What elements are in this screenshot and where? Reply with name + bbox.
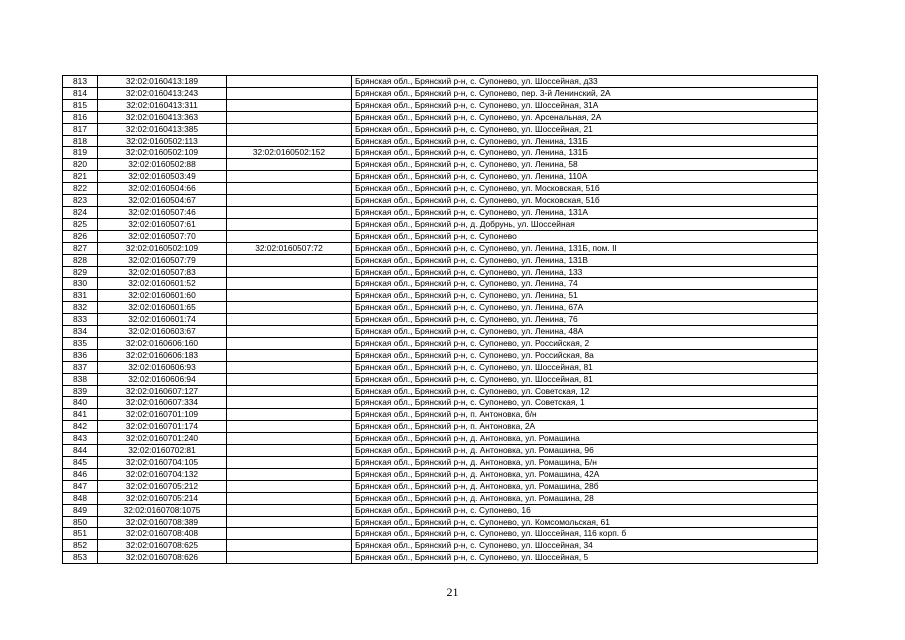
address-cell: Брянская обл., Брянский р-н, с. Супонево, ул. Шоссейная, 34 bbox=[352, 540, 818, 552]
row-number-cell: 815 bbox=[63, 99, 98, 111]
address-cell: Брянская обл., Брянский р-н, с. Супонево, ул. Шоссейная, 81 bbox=[352, 373, 818, 385]
cadastral-number-cell: 32:02:0160601:74 bbox=[98, 314, 227, 326]
table-row bbox=[63, 528, 818, 540]
secondary-cadastral-number-cell bbox=[227, 111, 352, 123]
table-row bbox=[63, 552, 818, 564]
row-number-cell: 816 bbox=[63, 111, 98, 123]
cadastral-number-cell: 32:02:0160606:160 bbox=[98, 337, 227, 349]
address-cell: Брянская обл., Брянский р-н, п. Антоновка, 2А bbox=[352, 421, 818, 433]
cadastral-number-cell: 32:02:0160701:109 bbox=[98, 409, 227, 421]
row-number-cell: 813 bbox=[63, 76, 98, 88]
secondary-cadastral-number-cell bbox=[227, 206, 352, 218]
row-number-cell: 842 bbox=[63, 421, 98, 433]
table-row bbox=[63, 135, 818, 147]
cadastral-table-container bbox=[62, 75, 818, 564]
address-cell: Брянская обл., Брянский р-н, с. Супонево, 16 bbox=[352, 504, 818, 516]
table-row bbox=[63, 230, 818, 242]
table-row bbox=[63, 540, 818, 552]
secondary-cadastral-number-cell bbox=[227, 195, 352, 207]
table-row bbox=[63, 492, 818, 504]
table-row bbox=[63, 302, 818, 314]
secondary-cadastral-number-cell bbox=[227, 349, 352, 361]
secondary-cadastral-number-cell bbox=[227, 504, 352, 516]
cadastral-table bbox=[62, 75, 818, 564]
address-cell: Брянская обл., Брянский р-н, д. Антоновка, ул. Ромашина, 96 bbox=[352, 445, 818, 457]
address-cell: Брянская обл., Брянский р-н, с. Супонево, ул. Шоссейная, 116 корп. б bbox=[352, 528, 818, 540]
secondary-cadastral-number-cell bbox=[227, 218, 352, 230]
cadastral-number-cell: 32:02:0160705:214 bbox=[98, 492, 227, 504]
address-cell: Брянская обл., Брянский р-н, с. Супонево, ул. Ленина, 110А bbox=[352, 171, 818, 183]
table-row bbox=[63, 397, 818, 409]
row-number-cell: 823 bbox=[63, 195, 98, 207]
table-row bbox=[63, 468, 818, 480]
row-number-cell: 832 bbox=[63, 302, 98, 314]
table-row bbox=[63, 409, 818, 421]
cadastral-number-cell: 32:02:0160502:109 bbox=[98, 242, 227, 254]
cadastral-number-cell: 32:02:0160606:183 bbox=[98, 349, 227, 361]
secondary-cadastral-number-cell bbox=[227, 326, 352, 338]
address-cell: Брянская обл., Брянский р-н, с. Супонево, ул. Арсенальная, 2А bbox=[352, 111, 818, 123]
table-row bbox=[63, 76, 818, 88]
cadastral-number-cell: 32:02:0160708:408 bbox=[98, 528, 227, 540]
secondary-cadastral-number-cell: 32:02:0160507:72 bbox=[227, 242, 352, 254]
address-cell: Брянская обл., Брянский р-н, с. Супонево, ул. Ленина, 58 bbox=[352, 159, 818, 171]
address-cell: Брянская обл., Брянский р-н, с. Супонево, ул. Ленина, 133 bbox=[352, 266, 818, 278]
row-number-cell: 848 bbox=[63, 492, 98, 504]
row-number-cell: 846 bbox=[63, 468, 98, 480]
cadastral-number-cell: 32:02:0160708:625 bbox=[98, 540, 227, 552]
cadastral-number-cell: 32:02:0160708:1075 bbox=[98, 504, 227, 516]
cadastral-number-cell: 32:02:0160504:66 bbox=[98, 183, 227, 195]
address-cell: Брянская обл., Брянский р-н, с. Супонево, ул. Ленина, 51 bbox=[352, 290, 818, 302]
address-cell: Брянская обл., Брянский р-н, с. Супонево, ул. Ленина, 131Б, пом. II bbox=[352, 242, 818, 254]
row-number-cell: 833 bbox=[63, 314, 98, 326]
address-cell: Брянская обл., Брянский р-н, с. Супонево, ул. Ленина, 131В bbox=[352, 254, 818, 266]
row-number-cell: 814 bbox=[63, 87, 98, 99]
address-cell: Брянская обл., Брянский р-н, с. Супонево, ул. Шоссейная, 21 bbox=[352, 123, 818, 135]
cadastral-number-cell: 32:02:0160708:626 bbox=[98, 552, 227, 564]
address-cell: Брянская обл., Брянский р-н, с. Супонево, ул. Российская, 8а bbox=[352, 349, 818, 361]
secondary-cadastral-number-cell bbox=[227, 552, 352, 564]
row-number-cell: 847 bbox=[63, 480, 98, 492]
table-row bbox=[63, 87, 818, 99]
row-number-cell: 828 bbox=[63, 254, 98, 266]
row-number-cell: 817 bbox=[63, 123, 98, 135]
table-row bbox=[63, 385, 818, 397]
row-number-cell: 840 bbox=[63, 397, 98, 409]
row-number-cell: 843 bbox=[63, 433, 98, 445]
table-body bbox=[63, 76, 818, 564]
table-row bbox=[63, 99, 818, 111]
address-cell: Брянская обл., Брянский р-н, с. Супонево, ул. Ленина, 48А bbox=[352, 326, 818, 338]
address-cell: Брянская обл., Брянский р-н, с. Супонево, ул. Шоссейная, д33 bbox=[352, 76, 818, 88]
secondary-cadastral-number-cell bbox=[227, 433, 352, 445]
row-number-cell: 835 bbox=[63, 337, 98, 349]
cadastral-number-cell: 32:02:0160502:113 bbox=[98, 135, 227, 147]
address-cell: Брянская обл., Брянский р-н, с. Супонево, ул. Ленина, 131Б bbox=[352, 147, 818, 159]
cadastral-number-cell: 32:02:0160601:60 bbox=[98, 290, 227, 302]
row-number-cell: 837 bbox=[63, 361, 98, 373]
row-number-cell: 821 bbox=[63, 171, 98, 183]
address-cell: Брянская обл., Брянский р-н, с. Супонево, ул. Российская, 2 bbox=[352, 337, 818, 349]
secondary-cadastral-number-cell bbox=[227, 302, 352, 314]
address-cell: Брянская обл., Брянский р-н, с. Супонево, ул. Шоссейная, 5 bbox=[352, 552, 818, 564]
cadastral-number-cell: 32:02:0160708:389 bbox=[98, 516, 227, 528]
table-row bbox=[63, 159, 818, 171]
secondary-cadastral-number-cell bbox=[227, 266, 352, 278]
table-row bbox=[63, 373, 818, 385]
table-row bbox=[63, 278, 818, 290]
page-number: 21 bbox=[446, 585, 459, 599]
cadastral-number-cell: 32:02:0160507:46 bbox=[98, 206, 227, 218]
row-number-cell: 825 bbox=[63, 218, 98, 230]
table-row bbox=[63, 480, 818, 492]
cadastral-number-cell: 32:02:0160606:94 bbox=[98, 373, 227, 385]
table-row bbox=[63, 349, 818, 361]
secondary-cadastral-number-cell bbox=[227, 159, 352, 171]
table-row bbox=[63, 111, 818, 123]
cadastral-number-cell: 32:02:0160413:189 bbox=[98, 76, 227, 88]
table-row bbox=[63, 123, 818, 135]
address-cell: Брянская обл., Брянский р-н, д. Антоновка, ул. Ромашина bbox=[352, 433, 818, 445]
row-number-cell: 819 bbox=[63, 147, 98, 159]
cadastral-number-cell: 32:02:0160413:385 bbox=[98, 123, 227, 135]
row-number-cell: 826 bbox=[63, 230, 98, 242]
secondary-cadastral-number-cell bbox=[227, 123, 352, 135]
cadastral-number-cell: 32:02:0160503:49 bbox=[98, 171, 227, 183]
row-number-cell: 827 bbox=[63, 242, 98, 254]
secondary-cadastral-number-cell bbox=[227, 540, 352, 552]
cadastral-number-cell: 32:02:0160701:174 bbox=[98, 421, 227, 433]
address-cell: Брянская обл., Брянский р-н, с. Супонево, пер. 3-й Ленинский, 2А bbox=[352, 87, 818, 99]
table-row bbox=[63, 326, 818, 338]
table-row bbox=[63, 206, 818, 218]
row-number-cell: 844 bbox=[63, 445, 98, 457]
row-number-cell: 831 bbox=[63, 290, 98, 302]
secondary-cadastral-number-cell bbox=[227, 254, 352, 266]
table-row bbox=[63, 504, 818, 516]
row-number-cell: 849 bbox=[63, 504, 98, 516]
address-cell: Брянская обл., Брянский р-н, с. Супонево bbox=[352, 230, 818, 242]
table-row bbox=[63, 433, 818, 445]
cadastral-number-cell: 32:02:0160413:363 bbox=[98, 111, 227, 123]
cadastral-number-cell: 32:02:0160705:212 bbox=[98, 480, 227, 492]
secondary-cadastral-number-cell bbox=[227, 468, 352, 480]
table-row bbox=[63, 183, 818, 195]
secondary-cadastral-number-cell bbox=[227, 516, 352, 528]
address-cell: Брянская обл., Брянский р-н, с. Супонево, ул. Советская, 12 bbox=[352, 385, 818, 397]
row-number-cell: 818 bbox=[63, 135, 98, 147]
cadastral-number-cell: 32:02:0160704:132 bbox=[98, 468, 227, 480]
cadastral-number-cell: 32:02:0160502:88 bbox=[98, 159, 227, 171]
secondary-cadastral-number-cell bbox=[227, 87, 352, 99]
secondary-cadastral-number-cell bbox=[227, 135, 352, 147]
cadastral-number-cell: 32:02:0160507:79 bbox=[98, 254, 227, 266]
address-cell: Брянская обл., Брянский р-н, с. Супонево, ул. Шоссейная, 81 bbox=[352, 361, 818, 373]
row-number-cell: 838 bbox=[63, 373, 98, 385]
address-cell: Брянская обл., Брянский р-н, с. Супонево, ул. Московская, 51б bbox=[352, 195, 818, 207]
cadastral-number-cell: 32:02:0160603:67 bbox=[98, 326, 227, 338]
cadastral-number-cell: 32:02:0160504:67 bbox=[98, 195, 227, 207]
cadastral-number-cell: 32:02:0160601:52 bbox=[98, 278, 227, 290]
table-row bbox=[63, 445, 818, 457]
secondary-cadastral-number-cell bbox=[227, 373, 352, 385]
cadastral-number-cell: 32:02:0160606:93 bbox=[98, 361, 227, 373]
cadastral-number-cell: 32:02:0160413:311 bbox=[98, 99, 227, 111]
address-cell: Брянская обл., Брянский р-н, д. Антоновка, ул. Ромашина, 28б bbox=[352, 480, 818, 492]
cadastral-number-cell: 32:02:0160507:61 bbox=[98, 218, 227, 230]
cadastral-number-cell: 32:02:0160502:109 bbox=[98, 147, 227, 159]
cadastral-number-cell: 32:02:0160607:334 bbox=[98, 397, 227, 409]
row-number-cell: 852 bbox=[63, 540, 98, 552]
secondary-cadastral-number-cell bbox=[227, 183, 352, 195]
secondary-cadastral-number-cell bbox=[227, 480, 352, 492]
table-row bbox=[63, 218, 818, 230]
table-row bbox=[63, 242, 818, 254]
secondary-cadastral-number-cell bbox=[227, 445, 352, 457]
address-cell: Брянская обл., Брянский р-н, с. Супонево, ул. Ленина, 131А bbox=[352, 206, 818, 218]
row-number-cell: 829 bbox=[63, 266, 98, 278]
table-row bbox=[63, 516, 818, 528]
row-number-cell: 841 bbox=[63, 409, 98, 421]
cadastral-number-cell: 32:02:0160704:105 bbox=[98, 457, 227, 469]
cadastral-number-cell: 32:02:0160601:65 bbox=[98, 302, 227, 314]
row-number-cell: 850 bbox=[63, 516, 98, 528]
secondary-cadastral-number-cell bbox=[227, 314, 352, 326]
secondary-cadastral-number-cell bbox=[227, 397, 352, 409]
address-cell: Брянская обл., Брянский р-н, с. Супонево, ул. Московская, 51б bbox=[352, 183, 818, 195]
cadastral-number-cell: 32:02:0160701:240 bbox=[98, 433, 227, 445]
table-row bbox=[63, 171, 818, 183]
secondary-cadastral-number-cell bbox=[227, 278, 352, 290]
row-number-cell: 820 bbox=[63, 159, 98, 171]
secondary-cadastral-number-cell bbox=[227, 492, 352, 504]
secondary-cadastral-number-cell bbox=[227, 457, 352, 469]
address-cell: Брянская обл., Брянский р-н, д. Антоновка, ул. Ромашина, 28 bbox=[352, 492, 818, 504]
table-row bbox=[63, 337, 818, 349]
row-number-cell: 845 bbox=[63, 457, 98, 469]
cadastral-number-cell: 32:02:0160413:243 bbox=[98, 87, 227, 99]
address-cell: Брянская обл., Брянский р-н, д. Добрунь, ул. Шоссейная bbox=[352, 218, 818, 230]
row-number-cell: 830 bbox=[63, 278, 98, 290]
row-number-cell: 851 bbox=[63, 528, 98, 540]
secondary-cadastral-number-cell bbox=[227, 99, 352, 111]
row-number-cell: 824 bbox=[63, 206, 98, 218]
row-number-cell: 853 bbox=[63, 552, 98, 564]
address-cell: Брянская обл., Брянский р-н, д. Антоновка, ул. Ромашина, 42А bbox=[352, 468, 818, 480]
table-row bbox=[63, 361, 818, 373]
address-cell: Брянская обл., Брянский р-н, с. Супонево, ул. Ленина, 131Б bbox=[352, 135, 818, 147]
row-number-cell: 834 bbox=[63, 326, 98, 338]
table-row bbox=[63, 266, 818, 278]
address-cell: Брянская обл., Брянский р-н, п. Антоновка, б/н bbox=[352, 409, 818, 421]
secondary-cadastral-number-cell bbox=[227, 76, 352, 88]
row-number-cell: 836 bbox=[63, 349, 98, 361]
secondary-cadastral-number-cell bbox=[227, 230, 352, 242]
secondary-cadastral-number-cell bbox=[227, 361, 352, 373]
table-row bbox=[63, 457, 818, 469]
table-row bbox=[63, 195, 818, 207]
address-cell: Брянская обл., Брянский р-н, с. Супонево, ул. Ленина, 67А bbox=[352, 302, 818, 314]
address-cell: Брянская обл., Брянский р-н, с. Супонево, ул. Шоссейная, 31А bbox=[352, 99, 818, 111]
secondary-cadastral-number-cell bbox=[227, 290, 352, 302]
secondary-cadastral-number-cell bbox=[227, 337, 352, 349]
row-number-cell: 839 bbox=[63, 385, 98, 397]
table-row bbox=[63, 147, 818, 159]
cadastral-number-cell: 32:02:0160507:70 bbox=[98, 230, 227, 242]
address-cell: Брянская обл., Брянский р-н, с. Супонево, ул. Советская, 1 bbox=[352, 397, 818, 409]
cadastral-number-cell: 32:02:0160507:83 bbox=[98, 266, 227, 278]
address-cell: Брянская обл., Брянский р-н, с. Супонево, ул. Ленина, 76 bbox=[352, 314, 818, 326]
table-row bbox=[63, 314, 818, 326]
secondary-cadastral-number-cell bbox=[227, 409, 352, 421]
address-cell: Брянская обл., Брянский р-н, с. Супонево, ул. Ленина, 74 bbox=[352, 278, 818, 290]
cadastral-number-cell: 32:02:0160702:81 bbox=[98, 445, 227, 457]
secondary-cadastral-number-cell bbox=[227, 528, 352, 540]
secondary-cadastral-number-cell bbox=[227, 171, 352, 183]
table-row bbox=[63, 290, 818, 302]
table-row bbox=[63, 421, 818, 433]
secondary-cadastral-number-cell: 32:02:0160502:152 bbox=[227, 147, 352, 159]
address-cell: Брянская обл., Брянский р-н, д. Антоновка, ул. Ромашина, Б/н bbox=[352, 457, 818, 469]
cadastral-number-cell: 32:02:0160607:127 bbox=[98, 385, 227, 397]
table-row bbox=[63, 254, 818, 266]
secondary-cadastral-number-cell bbox=[227, 421, 352, 433]
secondary-cadastral-number-cell bbox=[227, 385, 352, 397]
row-number-cell: 822 bbox=[63, 183, 98, 195]
address-cell: Брянская обл., Брянский р-н, с. Супонево, ул. Комсомольская, 61 bbox=[352, 516, 818, 528]
